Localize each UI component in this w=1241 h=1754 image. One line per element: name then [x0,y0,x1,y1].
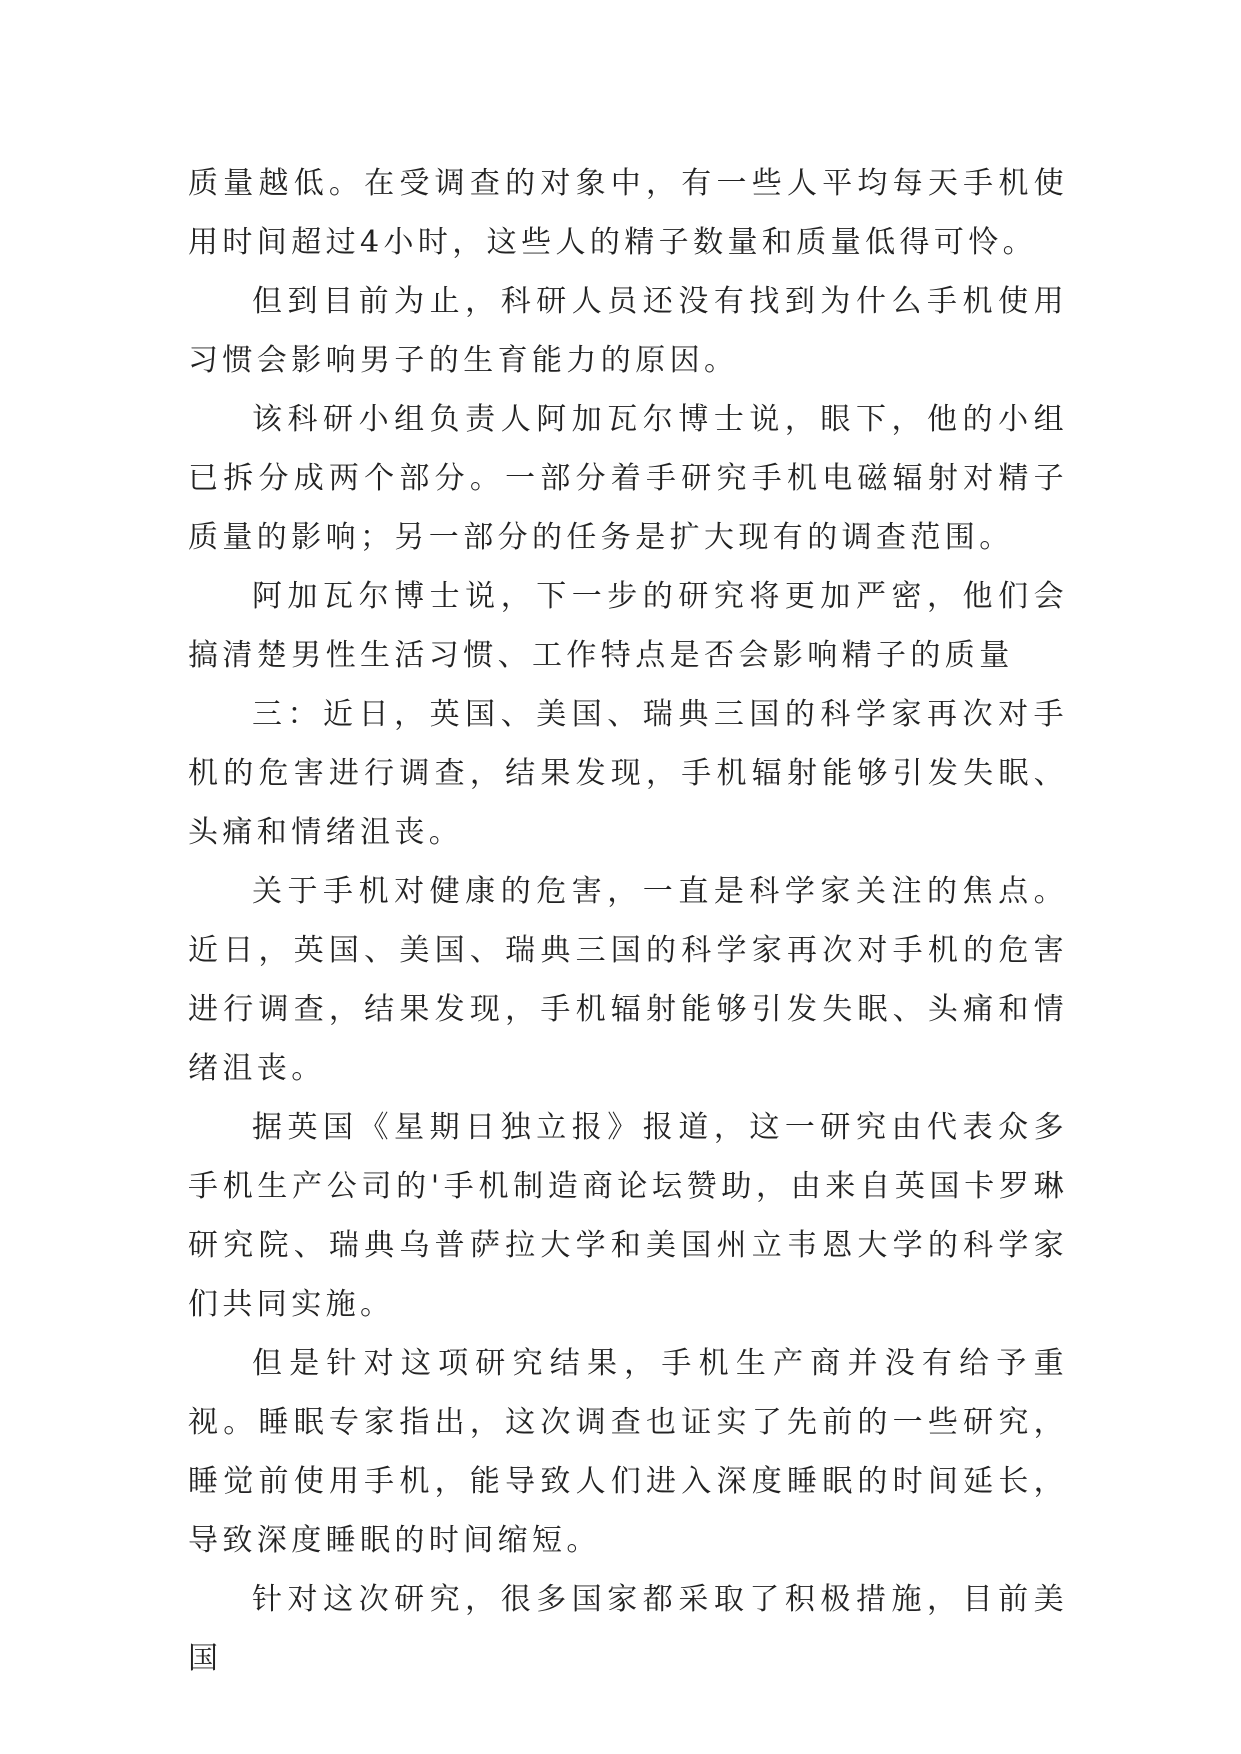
paragraph: 质量越低。在受调查的对象中，有一些人平均每天手机使用时间超过4小时，这些人的精子数量和质量低得可怜。 [188,166,1068,260]
paragraph: 针对这次研究，很多国家都采取了积极措施，目前美国 [188,1582,1068,1676]
paragraph: 关于手机对健康的危害，一直是科学家关注的焦点。近日，英国、美国、瑞典三国的科学家再次对手机的危害进行调查，结果发现，手机辐射能够引发失眠、头痛和情绪沮丧。 [188,874,1068,1086]
paragraph: 但是针对这项研究结果，手机生产商并没有给予重视。睡眠专家指出，这次调查也证实了先前的一些研究，睡觉前使用手机，能导致人们进入深度睡眠的时间延长，导致深度睡眠的时间缩短。 [188,1346,1068,1558]
paragraph: 阿加瓦尔博士说，下一步的研究将更加严密，他们会搞清楚男性生活习惯、工作特点是否会影响精子的质量 [188,579,1068,673]
paragraph: 该科研小组负责人阿加瓦尔博士说，眼下，他的小组已拆分成两个部分。一部分着手研究手机电磁辐射对精子质量的影响；另一部分的任务是扩大现有的调查范围。 [188,402,1068,555]
paragraph: 但到目前为止，科研人员还没有找到为什么手机使用习惯会影响男子的生育能力的原因。 [188,284,1068,378]
document-body [188,154,1068,1688]
paragraph: 据英国《星期日独立报》报道，这一研究由代表众多手机生产公司的'手机制造商论坛赞助，由来自英国卡罗琳研究院、瑞典乌普萨拉大学和美国州立韦恩大学的科学家们共同实施。 [188,1110,1068,1322]
paragraph: 三：近日，英国、美国、瑞典三国的科学家再次对手机的危害进行调查，结果发现，手机辐射能够引发失眠、头痛和情绪沮丧。 [188,697,1068,850]
